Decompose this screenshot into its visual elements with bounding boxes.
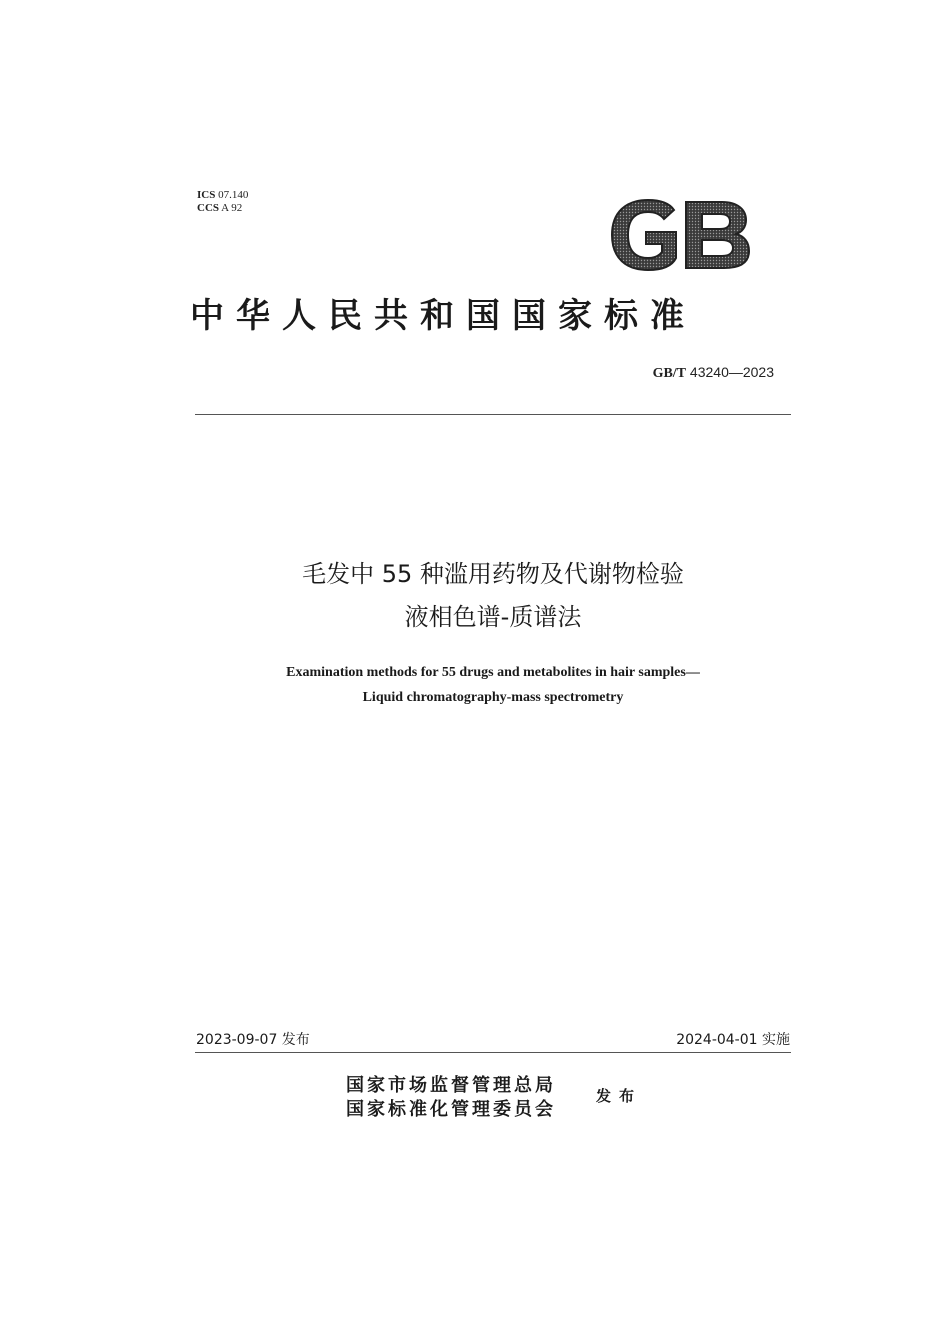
title-en-line1: Examination methods for 55 drugs and metabolites in hair samples— bbox=[286, 665, 700, 680]
implementation-date: 2024-04-01 实施 bbox=[676, 1032, 790, 1048]
issue-date: 2023-09-07 发布 bbox=[196, 1032, 310, 1048]
title-cn-line2: 液相色谱-质谱法 bbox=[404, 603, 582, 631]
gb-logo-icon bbox=[604, 196, 754, 274]
title-cn-line1: 毛发中 55 种滥用药物及代谢物检验 bbox=[302, 560, 684, 588]
ics-code: ICS 07.140 bbox=[197, 189, 249, 201]
issuer-sac: 国家标准化管理委员会 bbox=[346, 1099, 556, 1120]
publish-label: 发布 bbox=[596, 1087, 643, 1105]
standard-number: GB/T 43240—2023 bbox=[652, 364, 774, 381]
title-en-line2: Liquid chromatography-mass spectrometry bbox=[362, 690, 624, 705]
footer-divider bbox=[195, 1052, 791, 1053]
issuer-samr: 国家市场监督管理总局 bbox=[346, 1075, 556, 1096]
ccs-code: CCS A 92 bbox=[197, 202, 243, 214]
national-standard-title: 中华人民共和国国家标准 bbox=[190, 296, 696, 336]
header-divider bbox=[195, 414, 791, 415]
